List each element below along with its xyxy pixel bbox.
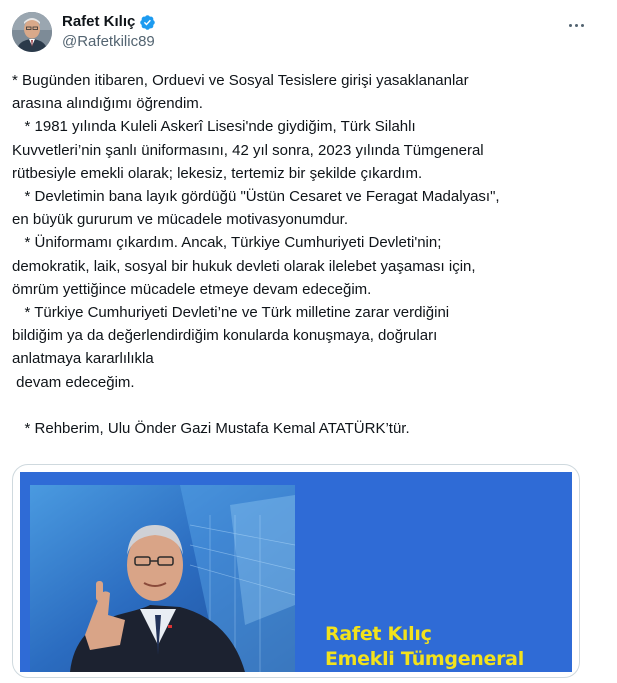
tv-studio-still	[30, 485, 295, 672]
author-name-row	[62, 13, 156, 31]
tweet-media[interactable]	[12, 464, 580, 678]
verified-badge-icon[interactable]	[139, 14, 156, 31]
media-image	[20, 472, 572, 672]
caption-name: Rafet Kılıç	[325, 623, 432, 645]
avatar[interactable]	[12, 12, 52, 52]
author-display-name[interactable]: Rafet Kılıç	[62, 13, 136, 30]
media-caption	[325, 622, 524, 672]
more-options-icon[interactable]	[565, 14, 587, 36]
tweet-text: * Bugünden itibaren, Orduevi ve Sosyal Tesislere girişi yasaklananlar arasına alındığımı öğrendim. * 1981 yılında Kuleli Askerî Lisesi'nde giydiğim, Türk Silahlı Kuvvetleri’nin şanlı üniformasını, 42 yıl sonra, 2023 yılında Tümgeneral rütbesiyle emekli olarak; lekesiz, tertemiz bir şekilde çıkardım. * Devletimin bana layık gördüğü "Üstün Cesaret ve Feragat Madalyası", en büyük gururum ve mücadele motivasyonumdur. * Üniformamı çıkardım. Ancak, Türkiye Cumhuriyeti Devleti'nin; demokratik, laik, sosyal bir hukuk devleti olarak ilelebet yaşaması için, ömrüm yettiğince mücadele etmeye devam edeceğim. * Türkiye Cumhuriyeti Devleti’ne ve Türk milletine zarar verdiğini bildiğim ya da değerlendirdiğim konularda konuşmaya, doğruları anlatmaya kararlılıkla devam edeceğim. * Rehberim, Ulu Önder Gazi Mustafa Kemal ATATÜRK’tür.	[12, 72, 500, 438]
author-handle[interactable]: @Rafetkilic89	[62, 33, 155, 50]
caption-title: Emekli Tümgeneral	[325, 648, 524, 670]
